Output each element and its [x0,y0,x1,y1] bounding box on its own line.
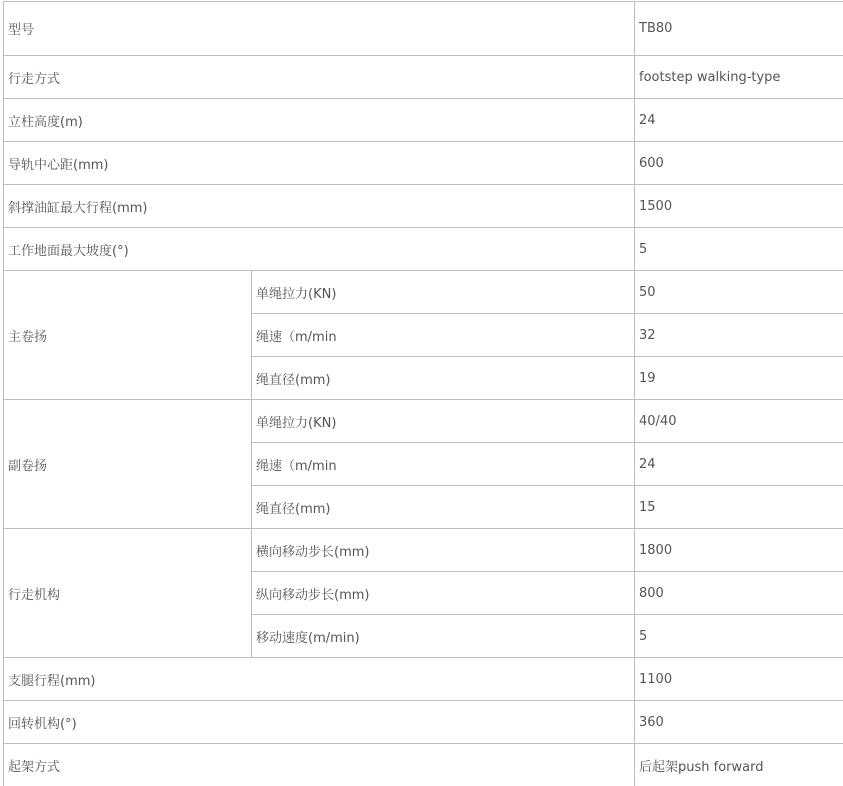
row-value: 24 [635,99,843,142]
sub-label: 绳速（m/min [252,443,635,486]
table-row [4,658,843,701]
row-value: 1800 [635,529,843,572]
row-value: footstep walking-type [635,56,843,99]
table-row [4,99,843,142]
row-label: 起架方式 [4,744,635,786]
row-value: 360 [635,701,843,744]
sub-label: 绳直径(mm) [252,357,635,400]
sub-label: 纵向移动步长(mm) [252,572,635,615]
row-value: 40/40 [635,400,843,443]
row-value: 5 [635,615,843,658]
row-label: 工作地面最大坡度(°) [4,228,635,271]
row-label: 斜撑油缸最大行程(mm) [4,185,635,228]
row-value: 1100 [635,658,843,701]
sub-label: 绳直径(mm) [252,486,635,529]
row-value: 15 [635,486,843,529]
row-label: 支腿行程(mm) [4,658,635,701]
sub-label: 单绳拉力(KN) [252,400,635,443]
table-row [4,529,843,572]
row-value: 后起架push forward [635,744,843,786]
row-value: TB80 [635,2,843,56]
row-value: 32 [635,314,843,357]
row-value: 19 [635,357,843,400]
group-label: 副卷扬 [4,400,252,529]
group-label: 行走机构 [4,529,252,658]
row-value: 50 [635,271,843,314]
table-row [4,142,843,185]
table-row [4,56,843,99]
row-value: 5 [635,228,843,271]
table-row [4,701,843,744]
row-label: 型号 [4,2,635,56]
table-row [4,400,843,443]
sub-label: 移动速度(m/min) [252,615,635,658]
sub-label: 横向移动步长(mm) [252,529,635,572]
row-label: 行走方式 [4,56,635,99]
sub-label: 绳速（m/min [252,314,635,357]
group-label: 主卷扬 [4,271,252,400]
table-row [4,185,843,228]
row-value: 800 [635,572,843,615]
row-label: 回转机构(°) [4,701,635,744]
row-label: 立柱高度(m) [4,99,635,142]
table-row [4,271,843,314]
row-value: 1500 [635,185,843,228]
table-row [4,2,843,56]
table-row [4,744,843,786]
spec-table [3,1,843,786]
sub-label: 单绳拉力(KN) [252,271,635,314]
table-row [4,228,843,271]
row-value: 600 [635,142,843,185]
row-label: 导轨中心距(mm) [4,142,635,185]
row-value: 24 [635,443,843,486]
